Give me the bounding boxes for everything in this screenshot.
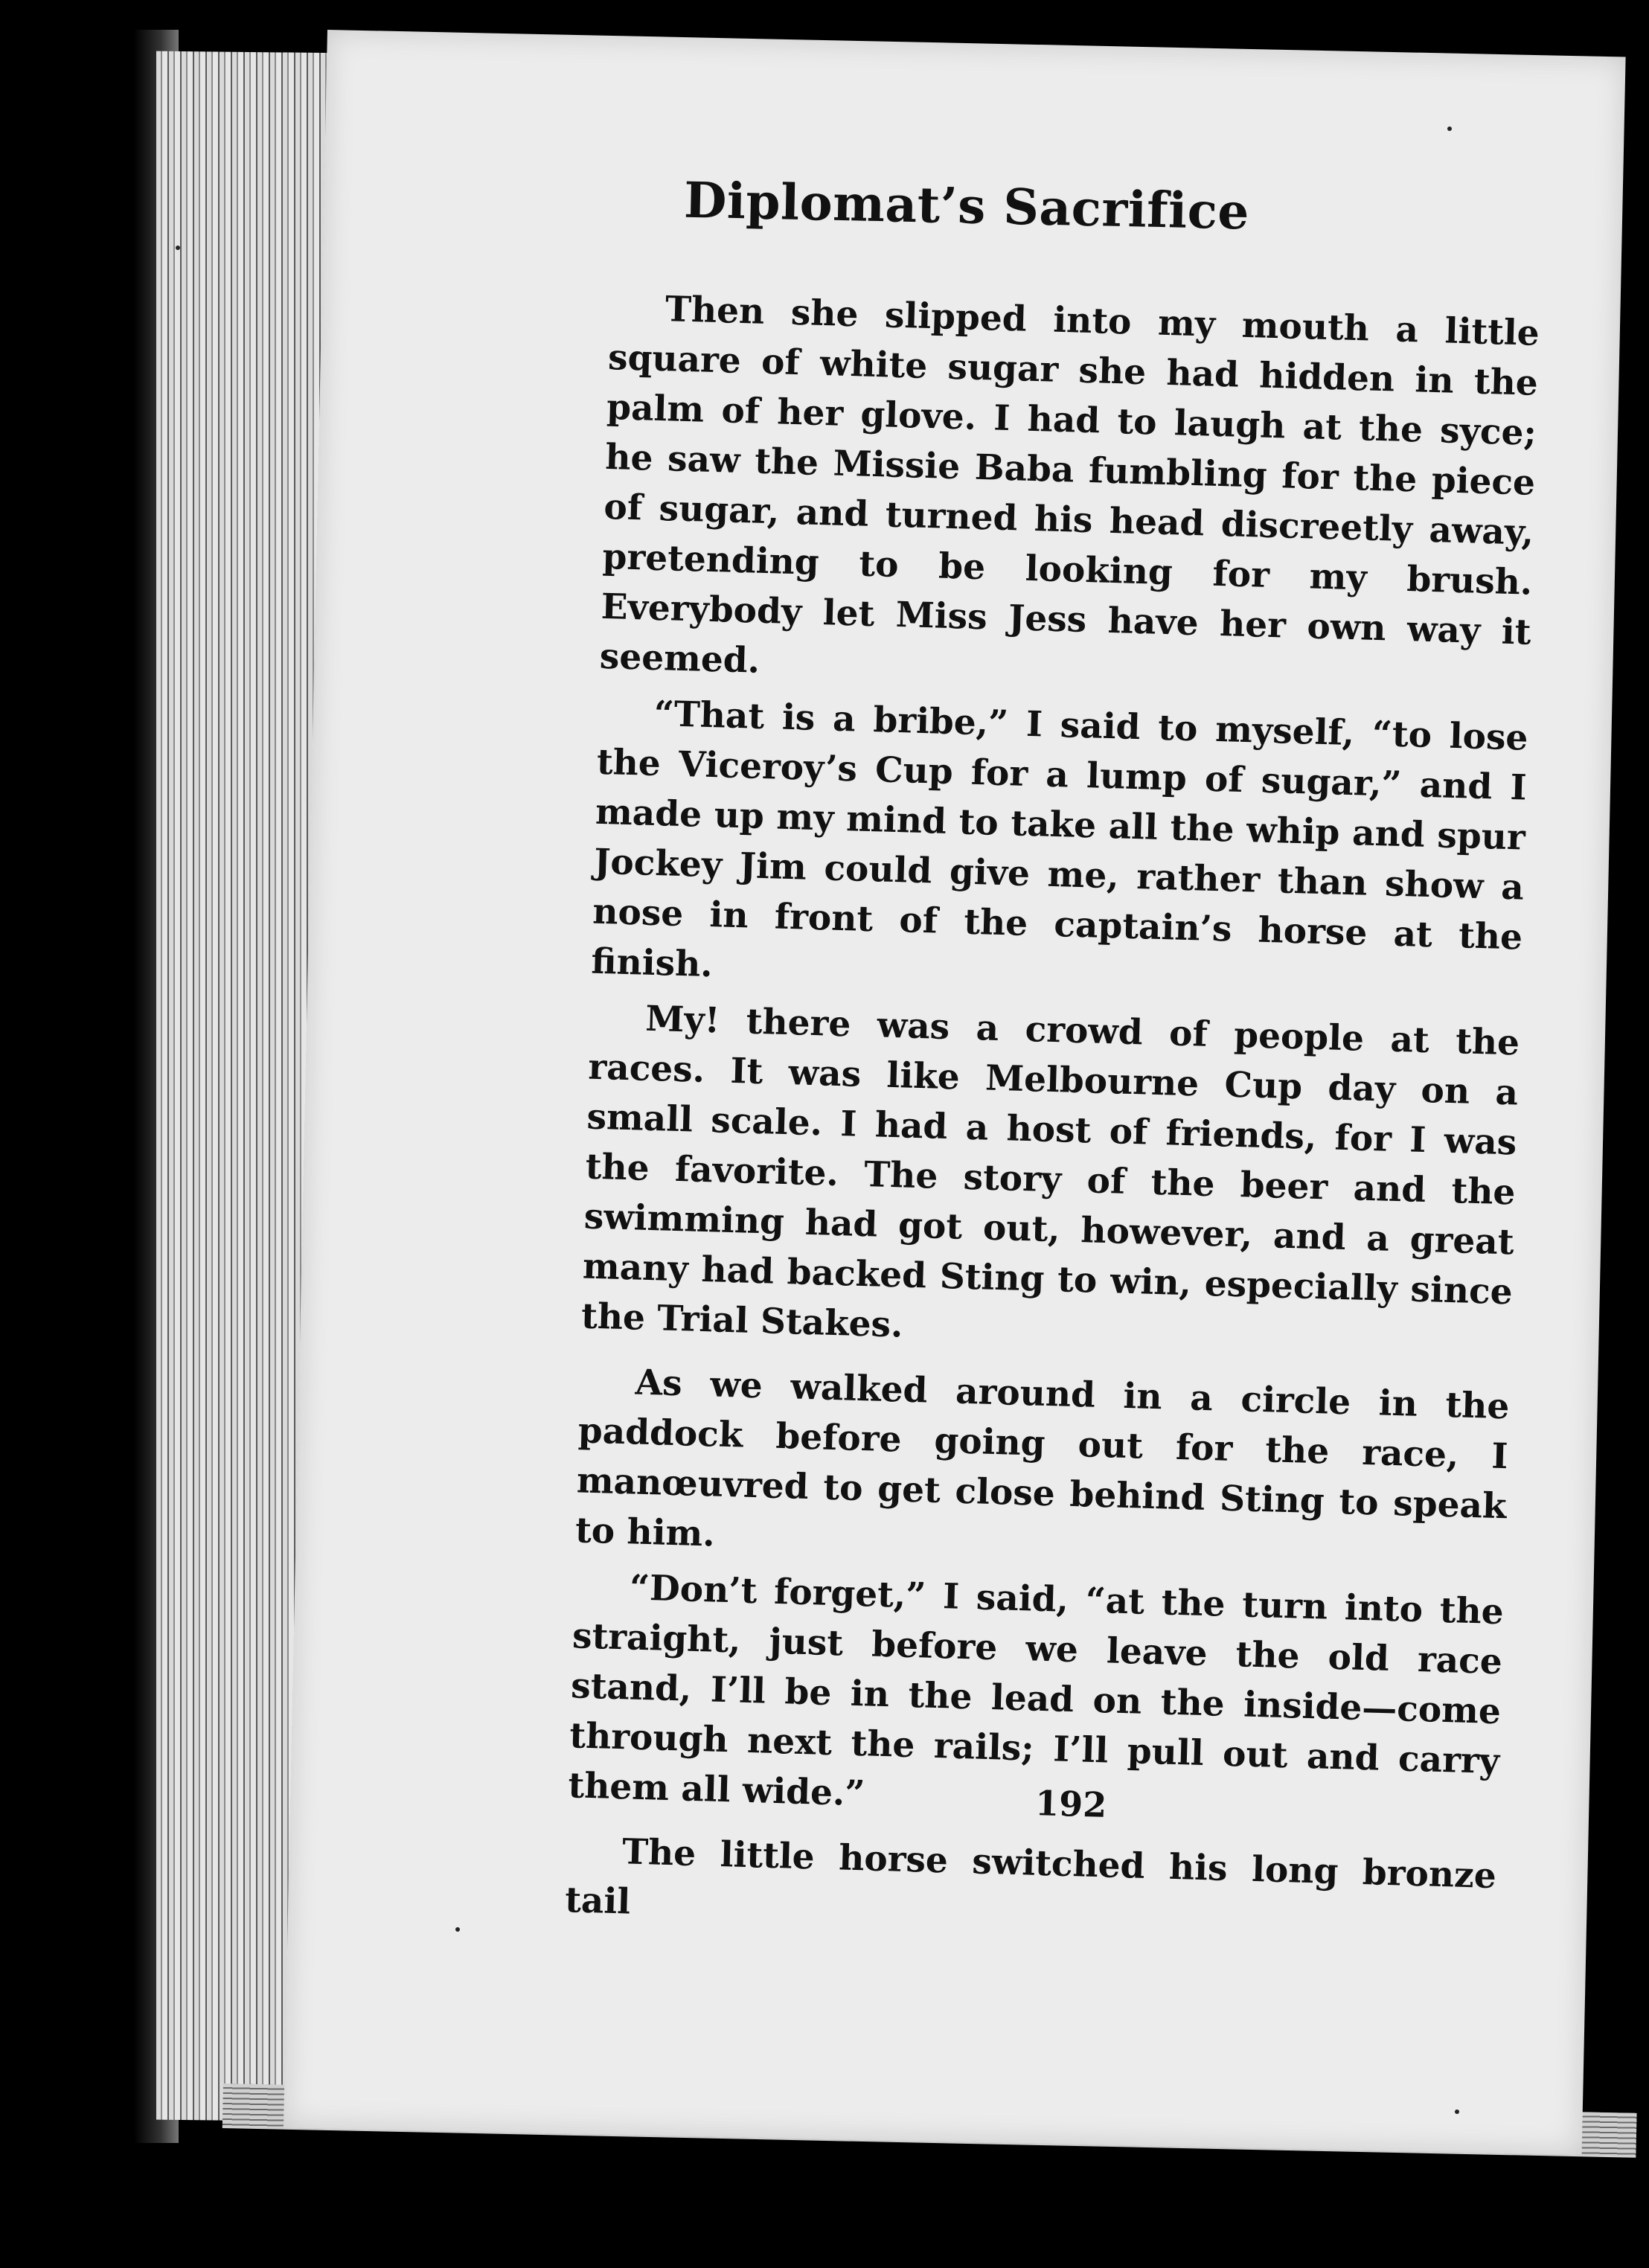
scan-speck [176,246,180,250]
paragraph: The little horse switched his long bronze tail [564,1831,1497,1923]
paragraph: Then she slipped into my mouth a little square of white sugar she had hidden in the palm of her glove. I had to laugh at the syce; he saw the Missie Baba fumbling for the piece of sugar, and turned his head discreetly away, pretending to be looking for my brush. Everybody let Miss Jess have her own way it seemed. [599,289,1540,682]
page-number: 192 [1034,1783,1107,1825]
scan-speck [1447,126,1452,131]
scan-speck [1455,2110,1459,2114]
running-head: Diplomat’s Sacrifice [683,170,1250,241]
body-text [564,283,1540,1951]
paragraph: “Don’t forget,” I said, “at the turn into the straight, just before we leave the old race stand, I’ll be in the lead on the inside—come through next the rails; I’ll pull out and carry them all wide.” [567,1567,1505,1815]
paragraph: As we walked around in a circle in the paddock before going out for the race, I manœuvred to get close behind Sting to speak to him. [574,1362,1511,1555]
scan-speck [455,1927,460,1932]
paragraph: My! there was a crowd of people at the races. It was like Melbourne Cup day on a small scale. I had a host of friends, for I was the favorite. The story of the beer and the swimming had got out, however, and a great many had backed Sting to win, especially since the Trial Stakes. [580,998,1520,1346]
paragraph: “That is a bribe,” I said to myself, “to lose the Viceroy’s Cup for a lump of sugar,” and I made up my mind to take all the whip and spur Jockey Jim could give me, rather than show a nose in front of the captain’s horse at the finish. [590,693,1529,986]
